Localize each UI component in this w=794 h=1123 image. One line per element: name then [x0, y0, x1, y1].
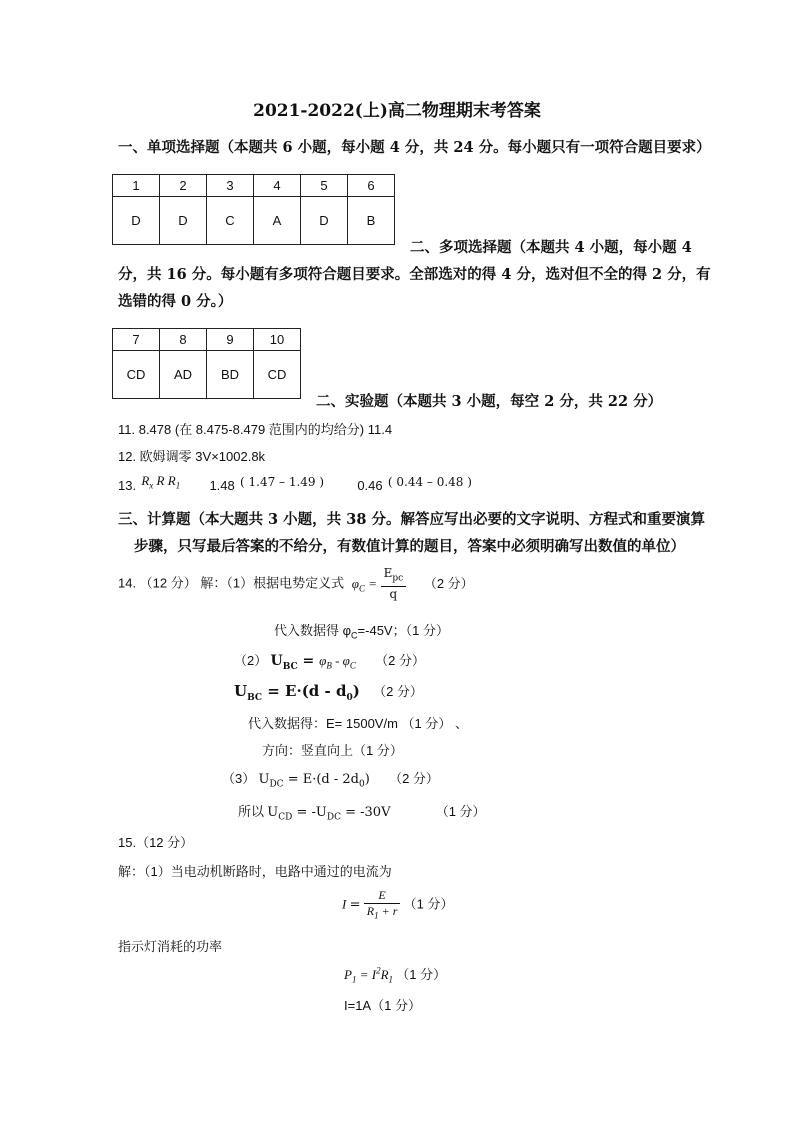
table-cell: 1 [113, 175, 160, 197]
table-cell: A [254, 197, 301, 245]
q14-intro: 14. （12 分） 解：（1）根据电势定义式 [118, 575, 345, 591]
q14-line8: 所以 $U_{CD} = -U_{DC} = -30V$ （1 分） [238, 804, 486, 823]
table-cell: 2 [160, 175, 207, 197]
section4-heading-line1: 三、计算题（本大题共 3 小题，共 38 分。解答应写出必要的文字说明、方程式和重要演算 [118, 511, 705, 528]
section2-heading-line3: 选错的得 0 分。） [118, 293, 233, 310]
fraction-numerator: $E_{pc}$ [381, 566, 407, 587]
q13-value-a: 1.48 [209, 478, 235, 493]
q14-line5: 代入数据得：E= 1500V/m （1 分） 、 [248, 716, 468, 731]
q13-range-a: ( 1.47 – 1.49 ) [240, 475, 325, 489]
q15-line2: 指示灯消耗的功率 [118, 939, 223, 954]
table-cell: C [207, 197, 254, 245]
table-cell: CD [254, 351, 301, 399]
table-cell: 9 [207, 329, 254, 351]
q14-line7: （3） $U_{DC} = E\cdot(d - 2d_0)$ （2 分） [222, 771, 439, 790]
q15-header: 15.（12 分） [118, 835, 194, 850]
page-title: 2021-2022(上)高二物理期末考答案 [253, 101, 541, 121]
q14-line1 [118, 566, 474, 602]
table-cell: 7 [113, 329, 160, 351]
table-cell: B [348, 197, 395, 245]
q15-line3: I=1A（1 分） [344, 998, 421, 1013]
table-cell: 10 [254, 329, 301, 351]
q11-answer: 11. 8.478 (在 8.475-8.479 范围内的均给分) 11.4 [118, 422, 393, 437]
q14-line4: $U_{BC} = E\cdot(d - d_0)$ （2 分） [234, 682, 423, 703]
section2-number-row [113, 329, 301, 351]
q13-range-b: ( 0.44 – 0.48 ) [387, 475, 472, 489]
q13-value-b: 0.46 [357, 478, 383, 493]
section3-heading: 二、实验题（本题共 3 小题，每空 2 分，共 22 分） [316, 393, 663, 410]
table-cell: 3 [207, 175, 254, 197]
q14-score-a: （2 分） [423, 575, 474, 591]
q14-line6: 方向：竖直向上（1 分） [262, 743, 403, 758]
table-cell: CD [113, 351, 160, 399]
table-cell: 8 [160, 329, 207, 351]
q12-answer: 12. 欧姆调零 3V×1002.8k [118, 449, 266, 464]
q13-resistors: $R_x$ R $R_1$ [141, 473, 181, 491]
q13-number: 13. [118, 478, 137, 493]
q15-line1: 解：（1）当电动机断路时，电路中通过的电流为 [118, 864, 392, 879]
table-cell: D [301, 197, 348, 245]
table-cell: 5 [301, 175, 348, 197]
q14-fraction [381, 566, 407, 602]
section1-answer-table [112, 174, 395, 245]
q15-formula-current: I = $\frac{E}{R_1 + r}$ （1 分） [342, 888, 453, 923]
q15-fraction [364, 888, 401, 923]
section1-answer-row [113, 197, 395, 245]
section2-heading-line1: 二、多项选择题（本题共 4 小题，每小题 4 [410, 239, 692, 256]
section2-heading-line2: 分，共 16 分。每小题有多项符合题目要求。全部选对的得 4 分，选对但不全的得 2 分，有 [118, 266, 711, 283]
fraction-denominator: q [389, 587, 398, 602]
section1-number-row [113, 175, 395, 197]
table-cell: AD [160, 351, 207, 399]
section4-heading-line2: 步骤，只写最后答案的不给分，有数值计算的题目，答案中必须明确写出数值的单位） [134, 538, 685, 555]
q14-line2: 代入数据得 $\varphi_C=-45V$；（1 分） [274, 623, 449, 641]
q15-formula-power: $P_1 = I^2R_1$ （1 分） [344, 965, 447, 985]
table-cell: 6 [348, 175, 395, 197]
fraction-denominator: $R_1 + r$ [366, 904, 398, 921]
q14-line3: （2） $U_{BC} = \varphi_B - \varphi_C$ （2 分） [234, 653, 425, 672]
table-cell: D [113, 197, 160, 245]
fraction-numerator: E [364, 888, 401, 904]
table-cell: D [160, 197, 207, 245]
section2-answer-table [112, 328, 301, 399]
section1-heading: 一、单项选择题（本题共 6 小题，每小题 4 分，共 24 分。每小题只有一项符合题目要求） [118, 139, 711, 156]
table-cell: 4 [254, 175, 301, 197]
q13-answer [118, 473, 472, 496]
section2-answer-row [113, 351, 301, 399]
table-cell: BD [207, 351, 254, 399]
q14-phi: $\varphi_C$ = [351, 575, 377, 594]
